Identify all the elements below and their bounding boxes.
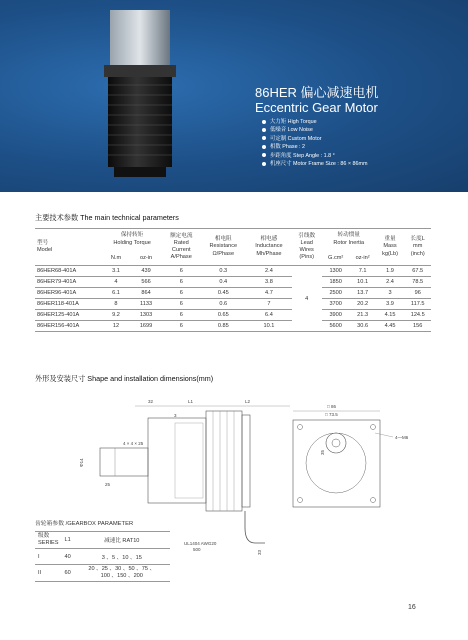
cell-length: 96 xyxy=(404,288,431,299)
cell-current: 6 xyxy=(162,310,200,321)
spec-table xyxy=(35,228,431,332)
cell-inertia-ozin: 20.2 xyxy=(350,299,376,310)
shaft-length-label: 25 xyxy=(105,482,111,487)
cell-l1: 60 xyxy=(62,565,74,582)
cell-inductance: 10.1 xyxy=(246,321,291,332)
square-86-label: □ 86 xyxy=(327,404,336,409)
cell-inertia-ozin: 7.1 xyxy=(350,266,376,277)
shaft-outline xyxy=(100,448,148,476)
header-rotor-inertia: 转动惯量 Rotor Inertia xyxy=(322,229,376,251)
table-row xyxy=(35,321,431,332)
bullet-icon xyxy=(262,120,266,124)
cell-inertia-gcm: 5600 xyxy=(322,321,350,332)
feature-item: 相数 Phase : 2 xyxy=(262,143,368,151)
cell-resistance: 0.45 xyxy=(200,288,246,299)
dim-label-l2: L2 xyxy=(245,399,251,404)
cell-inertia-ozin: 13.7 xyxy=(350,288,376,299)
cell-torque-nm: 3.1 xyxy=(102,266,130,277)
lead-cable xyxy=(245,511,265,543)
cell-model: 86HER156-401A xyxy=(35,321,102,332)
header-torque-ozin: oz-in xyxy=(130,250,162,265)
table-header-row xyxy=(35,532,170,549)
hero-background xyxy=(0,0,468,192)
header-inductance: 相电感 Inductance Mh/Phase xyxy=(246,229,291,266)
cell-current: 6 xyxy=(162,299,200,310)
cell-inductance: 4.7 xyxy=(246,288,291,299)
cable-length-label: 500 xyxy=(193,547,201,552)
cell-inertia-gcm: 1850 xyxy=(322,277,350,288)
cell-torque-ozin: 1699 xyxy=(130,321,162,332)
cell-lead-wires: 4 xyxy=(292,266,322,332)
cell-model: 86HER118-401A xyxy=(35,299,102,310)
feature-item: 可定制 Custom Motor xyxy=(262,135,368,143)
key-dim-label: 4 × 4 × 25 xyxy=(123,441,144,446)
output-shaft-circle xyxy=(326,433,346,453)
header-model: 型号 Model xyxy=(35,229,102,266)
cell-length: 117.5 xyxy=(404,299,431,310)
cell-torque-ozin: 439 xyxy=(130,266,162,277)
cell-torque-nm: 12 xyxy=(102,321,130,332)
cell-resistance: 0.3 xyxy=(200,266,246,277)
header-torque-nm: N.m xyxy=(102,250,130,265)
cell-mass: 2.4 xyxy=(376,277,405,288)
cell-torque-nm: 6.1 xyxy=(102,288,130,299)
bullet-icon xyxy=(262,145,266,149)
gearbox-table xyxy=(35,531,170,582)
cell-length: 156 xyxy=(404,321,431,332)
cell-mass: 4.15 xyxy=(376,310,405,321)
table-row xyxy=(35,549,170,565)
drawing-section-title: 外形及安装尺寸 Shape and installation dimensions(mm) xyxy=(35,374,214,383)
cell-mass: 4.45 xyxy=(376,321,405,332)
offset-label: 35 xyxy=(320,449,325,455)
gearbox-outline xyxy=(148,418,206,503)
holes-label: 4—M6 xyxy=(395,435,409,440)
cell-inductance: 3.8 xyxy=(246,277,291,288)
cell-model: 86HER96-401A xyxy=(35,288,102,299)
product-title xyxy=(255,85,379,115)
cell-model: 86HER68-401A xyxy=(35,266,102,277)
cell-model: 86HER125-401A xyxy=(35,310,102,321)
square-73-label: □ 73.5 xyxy=(325,412,338,417)
cell-series: II xyxy=(35,565,62,582)
cell-inertia-gcm: 2500 xyxy=(322,288,350,299)
header-resistance: 相电阻 Resistance Ω/Phase xyxy=(200,229,246,266)
cell-inertia-ozin: 30.6 xyxy=(350,321,376,332)
cell-inertia-ozin: 21.3 xyxy=(350,310,376,321)
bullet-icon xyxy=(262,153,266,157)
cell-mass: 1.9 xyxy=(376,266,405,277)
header-rated-current: 额定电流 Rated Current A/Phase xyxy=(162,229,200,266)
cell-inertia-ozin: 10.1 xyxy=(350,277,376,288)
shaft-diameter-label: Φ14 xyxy=(79,458,84,467)
cell-inductance: 7 xyxy=(246,299,291,310)
header-holding-torque: 保持转矩 Holding Torque xyxy=(102,229,162,251)
cell-inductance: 2.4 xyxy=(246,266,291,277)
hero-banner xyxy=(0,0,468,192)
cell-torque-ozin: 1303 xyxy=(130,310,162,321)
header-inertia-gcm: G.cm² xyxy=(322,250,350,265)
gearbox-title: 齿轮箱参数 /GEARBOX PARAMETER xyxy=(35,521,134,527)
cell-mass: 3 xyxy=(376,288,405,299)
product-title-en: Eccentric Gear Motor xyxy=(255,100,378,115)
table-row xyxy=(35,565,170,582)
header-lead-wires: 引线数 Lead Wires (Pins) xyxy=(292,229,322,266)
table-row xyxy=(35,310,431,321)
page-number: 16 xyxy=(408,604,416,611)
cable-end-label: 33 xyxy=(257,549,262,555)
cell-current: 6 xyxy=(162,321,200,332)
cell-inertia-gcm: 1300 xyxy=(322,266,350,277)
table-row xyxy=(35,299,431,310)
header-length: 长度L mm (inch) xyxy=(404,229,431,266)
cell-torque-nm: 4 xyxy=(102,277,130,288)
gear-motor-image xyxy=(100,10,180,180)
cell-series: I xyxy=(35,549,62,565)
cell-torque-nm: 8 xyxy=(102,299,130,310)
header-mass: 重量 Mass kg(Lb) xyxy=(376,229,405,266)
bullet-icon xyxy=(262,136,266,140)
table-row xyxy=(35,288,431,299)
cell-inertia-gcm: 3700 xyxy=(322,299,350,310)
cell-current: 6 xyxy=(162,266,200,277)
header-ratio: 减速比 RAT10 xyxy=(74,532,170,549)
feature-item: 大力矩 High Torque xyxy=(262,118,368,126)
cell-mass: 3.9 xyxy=(376,299,405,310)
cell-resistance: 0.6 xyxy=(200,299,246,310)
table-row xyxy=(35,266,431,277)
dim-label-l1: L1 xyxy=(188,399,194,404)
cell-ratio: 20 、25 、30 、50 、75 、 100 、150 、200 xyxy=(74,565,170,582)
cell-resistance: 0.85 xyxy=(200,321,246,332)
table-row xyxy=(35,277,431,288)
cell-current: 6 xyxy=(162,288,200,299)
cell-current: 6 xyxy=(162,277,200,288)
spec-section-title: 主要技术参数 The main technical parameters xyxy=(35,213,179,222)
dim-label-3: 3 xyxy=(174,413,177,418)
cell-inertia-gcm: 3900 xyxy=(322,310,350,321)
feature-item: 步距角度 Step Angle : 1.8 ° xyxy=(262,152,368,160)
cell-torque-ozin: 1133 xyxy=(130,299,162,310)
cell-torque-nm: 9.2 xyxy=(102,310,130,321)
cable-spec-label: UL1404 AWG20 xyxy=(184,541,217,546)
cell-length: 67.5 xyxy=(404,266,431,277)
product-title-cn: 86HER 偏心减速电机 xyxy=(255,85,379,100)
header-inertia-ozin: oz-in² xyxy=(350,250,376,265)
feature-list xyxy=(262,118,368,168)
cell-ratio: 3 、5 、10 、15 xyxy=(74,549,170,565)
feature-item: 低噪音 Low Noise xyxy=(262,126,368,134)
cell-length: 124.5 xyxy=(404,310,431,321)
cell-inductance: 6.4 xyxy=(246,310,291,321)
dim-label-32: 32 xyxy=(148,399,154,404)
cell-torque-ozin: 566 xyxy=(130,277,162,288)
bullet-icon xyxy=(262,162,266,166)
bullet-icon xyxy=(262,128,266,132)
cell-model: 86HER79-401A xyxy=(35,277,102,288)
header-l1: L1 xyxy=(62,532,74,549)
header-series: 级数 SERIES xyxy=(35,532,62,549)
cell-torque-ozin: 864 xyxy=(130,288,162,299)
cell-l1: 40 xyxy=(62,549,74,565)
cell-resistance: 0.4 xyxy=(200,277,246,288)
motor-body-outline xyxy=(206,411,242,511)
cell-resistance: 0.65 xyxy=(200,310,246,321)
feature-item: 机座尺寸 Motor Frame Size : 86 × 86mm xyxy=(262,160,368,168)
cell-length: 78.5 xyxy=(404,277,431,288)
